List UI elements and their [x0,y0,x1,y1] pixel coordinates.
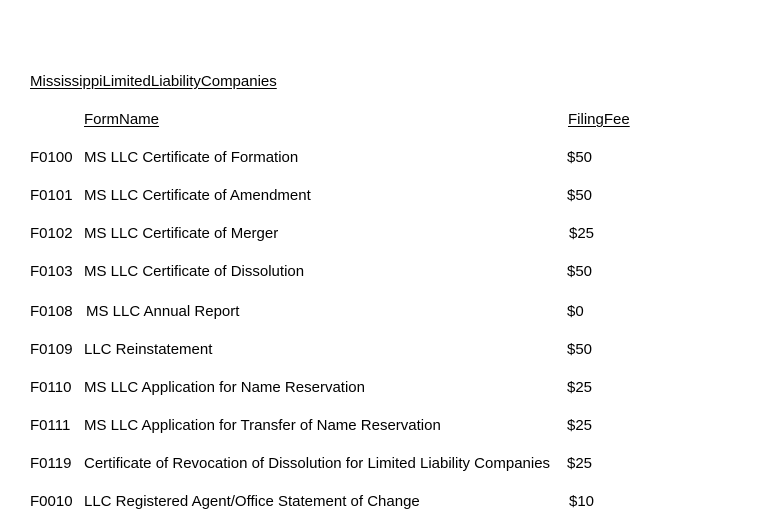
form-row [0,417,760,439]
form-code: F0101 [30,187,73,204]
form-code: F0108 [30,303,73,320]
form-row [0,379,760,401]
filing-fee: $25 [567,417,593,434]
document-heading: MississippiLimitedLiabilityCompanies [30,73,277,90]
form-code: F0119 [30,455,72,472]
form-code: F0111 [30,417,71,434]
form-code: F0100 [30,149,73,166]
form-row [0,263,760,285]
form-name: LLC Registered Agent/Office Statement of Change [84,493,420,510]
form-row [0,303,760,325]
filing-fee: $10 [569,493,595,510]
form-name: MS LLC Certificate of Formation [84,149,299,166]
form-code: F0109 [30,341,73,358]
filing-fee: $50 [567,187,593,204]
form-code: F0010 [30,493,73,510]
form-code: F0103 [30,263,73,280]
form-row [0,455,760,477]
form-code: F0102 [30,225,73,242]
form-name: Certificate of Revocation of Dissolution for Limited Liability Companies [84,455,551,472]
form-name: MS LLC Certificate of Dissolution [84,263,305,280]
form-row [0,187,760,209]
filing-fee: $25 [567,379,593,396]
form-name: MS LLC Annual Report [86,303,240,320]
form-name-column-header: FormName [84,111,160,128]
form-name: LLC Reinstatement [84,341,213,358]
form-code: F0110 [30,379,72,396]
filing-fee: $50 [567,263,593,280]
form-row [0,225,760,247]
filing-fee: $0 [567,303,584,320]
filing-fee: $50 [567,149,593,166]
filing-fee: $25 [567,455,593,472]
form-row [0,149,760,171]
filing-fee: $25 [569,225,595,242]
filing-fee-column-header: FilingFee [568,111,630,128]
form-row [0,341,760,363]
filing-fee: $50 [567,341,593,358]
form-row [0,493,760,515]
form-name: MS LLC Certificate of Merger [84,225,279,242]
form-name: MS LLC Application for Name Reservation [84,379,365,396]
form-name: MS LLC Certificate of Amendment [84,187,311,204]
form-name: MS LLC Application for Transfer of Name Reservation [84,417,441,434]
